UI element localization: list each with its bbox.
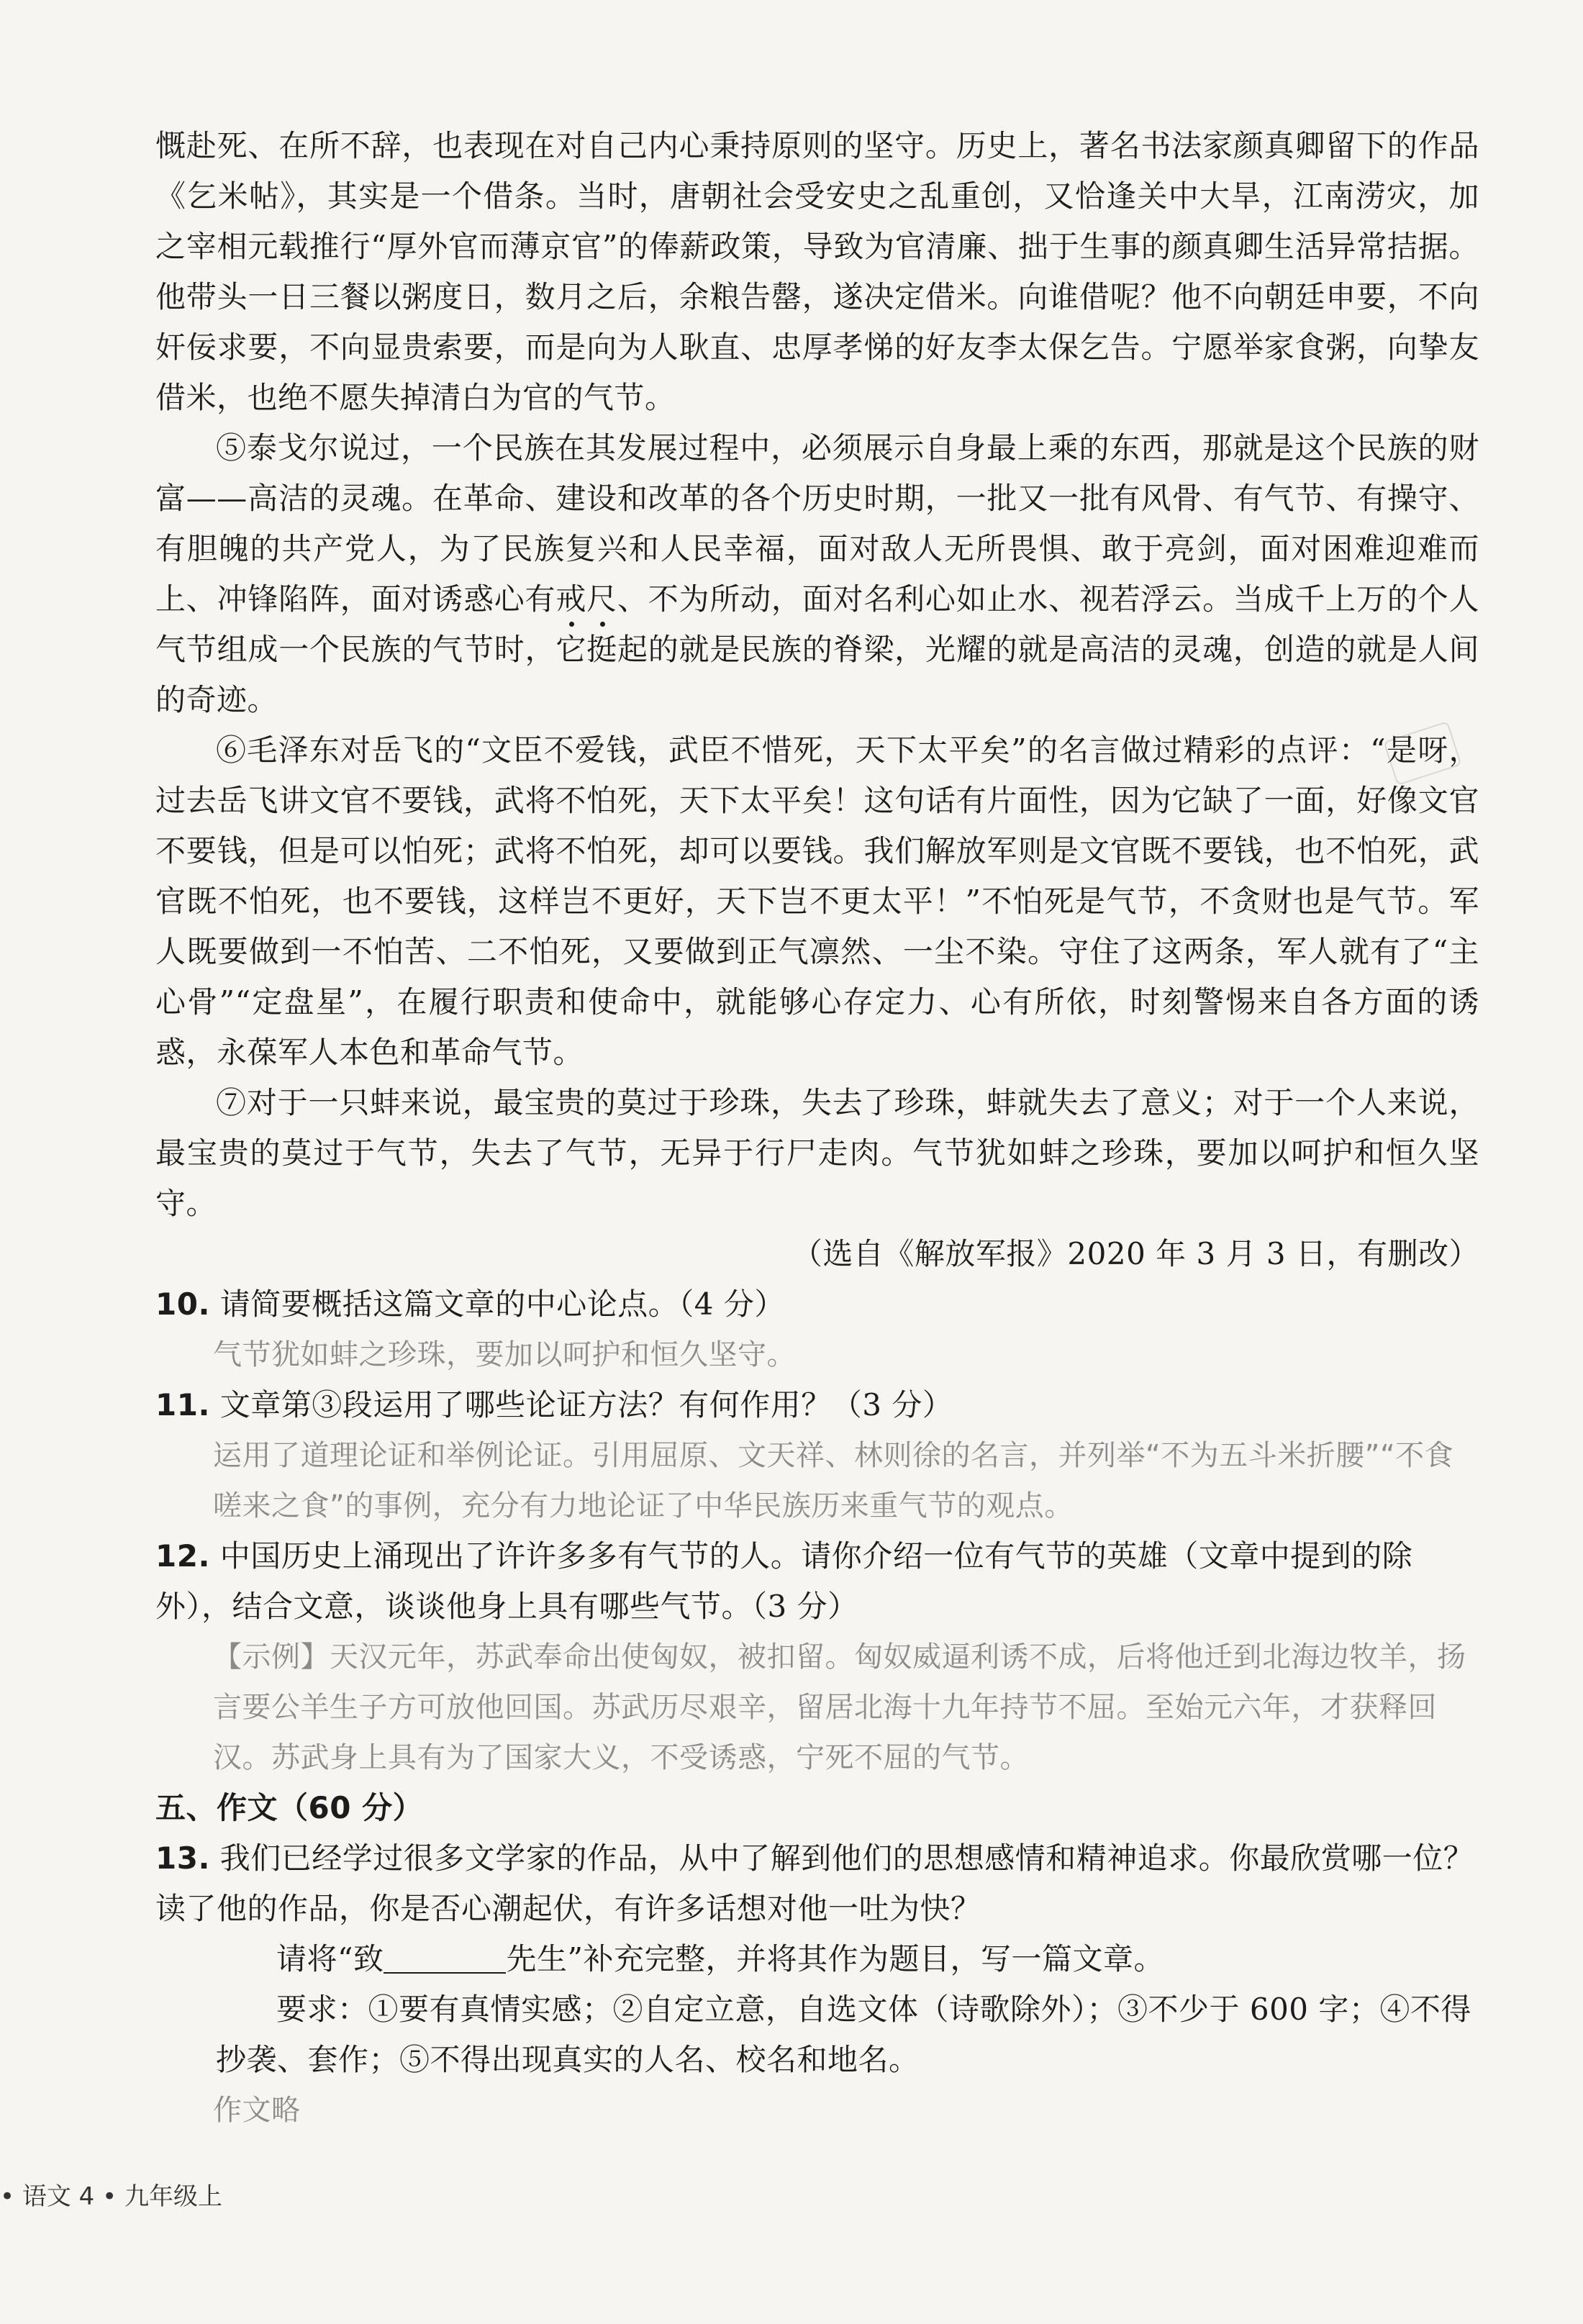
question-number: 12.: [155, 1538, 210, 1574]
composition-answer: 作文略: [213, 2094, 301, 2127]
question-text: 我们已经学过很多文学家的作品，从中了解到他们的思想感情和精神追求。你最欣赏哪一位？读了他的作品，你是否心潮起伏，有许多话想对他一吐为快？: [155, 1840, 1474, 1926]
question-12: [155, 1531, 1479, 1783]
question-13: [155, 1833, 1479, 2135]
source-citation: （选自《解放军报》2020 年 3 月 3 日，有删改）: [792, 1236, 1479, 1271]
question-number: 11.: [155, 1387, 210, 1422]
emphasis-dot: [569, 622, 574, 627]
question-text: 中国历史上涌现出了许许多多有气节的人。请你介绍一位有气节的英雄（文章中提到的除外），结合文意，谈谈他身上具有哪些气节。（3 分）: [155, 1538, 1413, 1624]
emphasis-dot: [600, 622, 605, 627]
composition-requirements: 要求：①要有真情实感；②自定立意，自选文体（诗歌除外）；③不少于 600 字；④不得抄袭、套作；⑤不得出现真实的人名、校名和地名。: [216, 1992, 1471, 2077]
emphasis-char-1: 戒: [555, 581, 586, 617]
section-heading-composition: 五、作文（60 分）: [155, 1790, 424, 1825]
question-text: 请简要概括这篇文章的中心论点。（4 分）: [209, 1286, 785, 1322]
question-answer: 气节犹如蚌之珍珠，要加以呵护和恒久坚守。: [213, 1338, 796, 1371]
paragraph-5-part-a: ⑤泰戈尔说过，一个民族在其发展过程中，必须展示自身最上乘的东西，那就是这个民族的财富——高洁的灵魂。在革命、建设和改革的各个历史时期，一批又一批有风骨、有气节、有操守、有胆魄的共产党人，为了民族复兴和人民幸福，面对敌人无所畏惧、敢于亮剑，面对困难迎难而上、冲锋陷阵，面对诱惑心有: [155, 430, 1479, 617]
paragraph-5-part-b: 、不为所动，面对名利心如止水、视若浮云。当成千上万的个人气节组成一个民族的气节时，它挺起的就是民族的脊梁，光耀的就是高洁的灵魂，创造的就是人间的奇迹。: [155, 581, 1479, 717]
question-text: 文章第③段运用了哪些论证方法？有何作用？（3 分）: [209, 1387, 953, 1422]
emphasis-char-2: 尺: [586, 581, 617, 617]
question-answer: 【示例】天汉元年，苏武奉命出使匈奴，被扣留。匈奴威逼利诱不成，后将他迁到北海边牧羊，扬言要公羊生子方可放他回国。苏武历尽艰辛，留居北海十九年持节不屈。至始元六年，才获释回汉。苏武身上具有为了国家大义，不受诱惑，宁死不屈的气节。: [213, 1640, 1466, 1774]
paragraph-7: ⑦对于一只蚌来说，最宝贵的莫过于珍珠，失去了珍珠，蚌就失去了意义；对于一个人来说，最宝贵的莫过于气节，失去了气节，无异于行尸走肉。气节犹如蚌之珍珠，要加以呵护和恒久坚守。: [155, 1085, 1479, 1221]
paragraph-6: ⑥毛泽东对岳飞的“文臣不爱钱，武臣不惜死，天下太平矣”的名言做过精彩的点评：“是呀，过去岳飞讲文官不要钱，武将不怕死，天下太平矣！这句话有片面性，因为它缺了一面，好像文官不要钱，但是可以怕死；武将不怕死，却可以要钱。我们解放军则是文官既不要钱，也不怕死，武官既不怕死，也不要钱，这样岂不更好，天下岂不更太平！”不怕死是气节，不贪财也是气节。军人既要做到一不怕苦、二不怕死，又要做到正气凛然、一尘不染。守住了这两条，军人就有了“主心骨”“定盘星”，在履行职责和使命中，就能够心存定力、心有所依，时刻警惕来自各方面的诱惑，永葆军人本色和革命气节。: [155, 732, 1479, 1070]
composition-prompt: 请将“致 先生”补充完整，并将其作为题目，写一篇文章。: [276, 1941, 1164, 1976]
paragraph-4-continued: 慨赴死、在所不辞，也表现在对自己内心秉持原则的坚守。历史上，著名书法家颜真卿留下的作品《乞米帖》，其实是一个借条。当时，唐朝社会受安史之乱重创，又恰逢关中大旱，江南涝灾，加之宰相元载推行“厚外官而薄京官”的俸薪政策，导致为官清廉、拙于生事的颜真卿生活异常拮据。他带头一日三餐以粥度日，数月之后，余粮告罄，遂决定借米。向谁借呢？他不向朝廷申要，不向奸佞求要，不向显贵索要，而是向为人耿直、忠厚孝悌的好友李太保乞告。宁愿举家食粥，向挚友借米，也绝不愿失掉清白为官的气节。: [155, 128, 1479, 415]
fill-in-blank[interactable]: [384, 1943, 506, 1974]
page-content: [155, 121, 1479, 2135]
question-10: [155, 1279, 1479, 1380]
question-number: 13.: [155, 1840, 210, 1876]
page-footer: • 语文 4 • 九年级上: [0, 2182, 222, 2211]
question-number: 10.: [155, 1286, 210, 1322]
question-11: [155, 1380, 1479, 1531]
question-answer: 运用了道理论证和举例论证。引用屈原、文天祥、林则徐的名言，并列举“不为五斗米折腰”“不食嗟来之食”的事例，充分有力地论证了中华民族历来重气节的观点。: [213, 1439, 1454, 1522]
paragraph-5: [155, 423, 1479, 725]
